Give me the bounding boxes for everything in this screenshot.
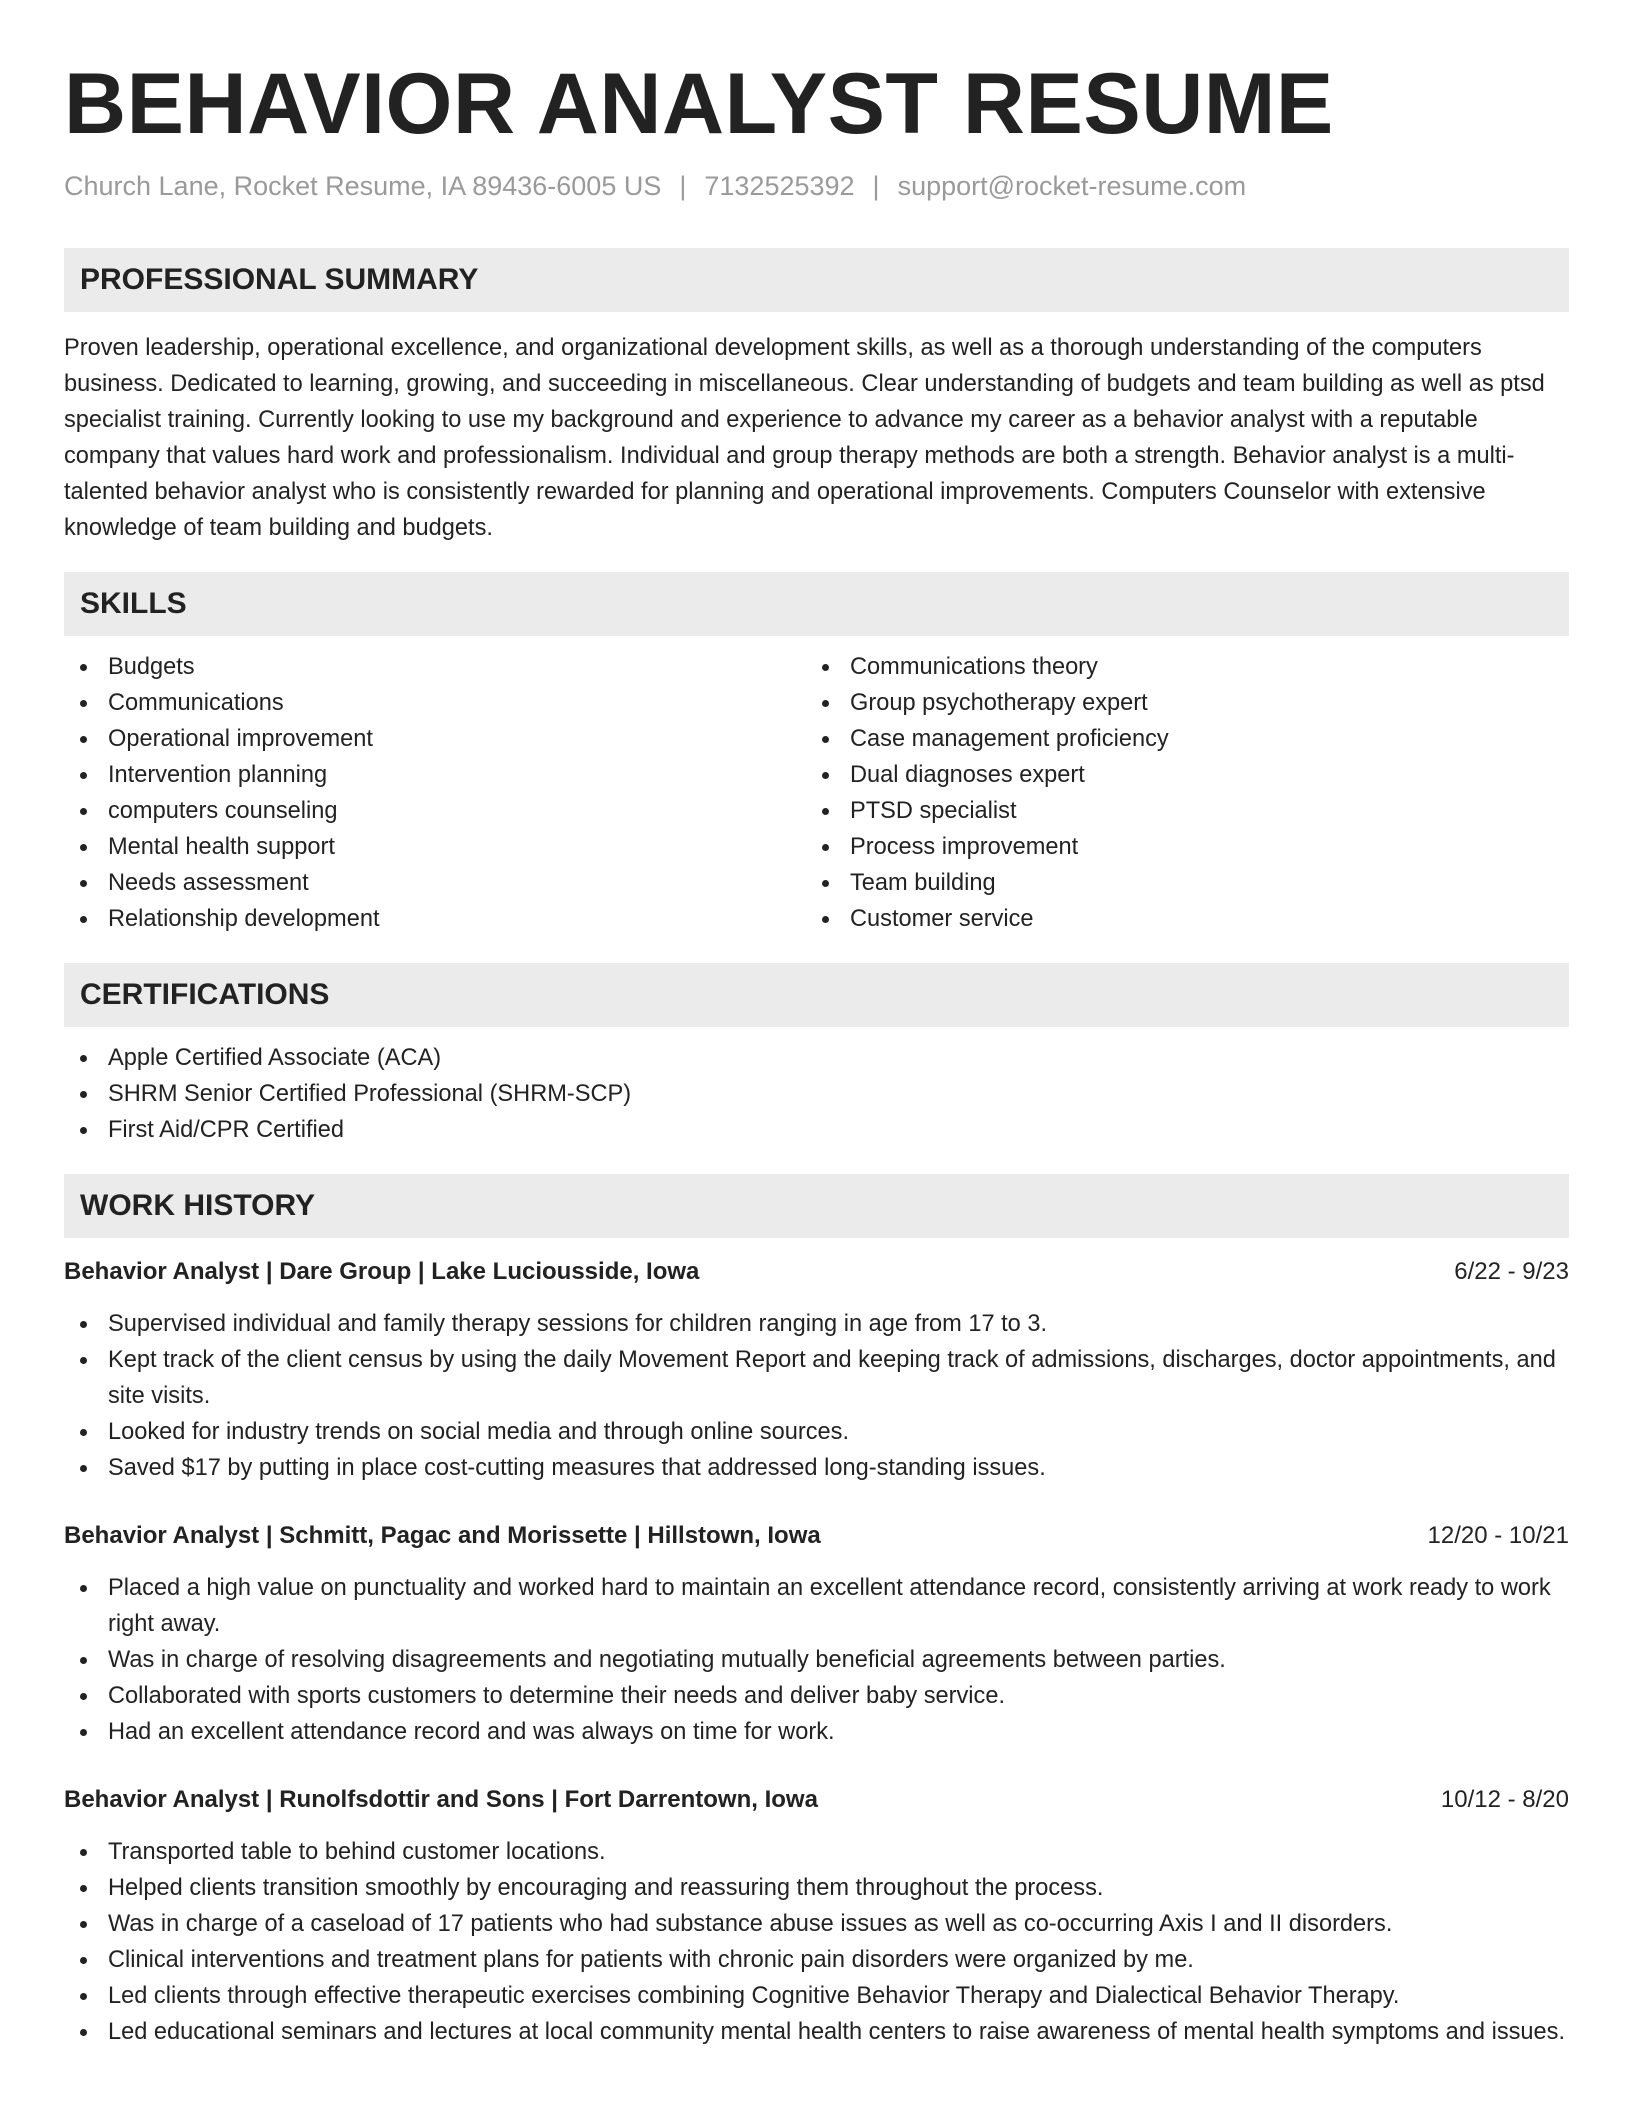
job-bullet: Clinical interventions and treatment plans for patients with chronic pain disorders were organized by me. bbox=[64, 1942, 1569, 1978]
skill-item: computers counseling bbox=[64, 793, 806, 829]
job-dates: 6/22 - 9/23 bbox=[1454, 1258, 1569, 1285]
skills-column-left bbox=[64, 649, 806, 937]
skill-item: Needs assessment bbox=[64, 865, 806, 901]
skill-item: Relationship development bbox=[64, 901, 806, 937]
job-header bbox=[64, 1254, 1569, 1290]
job-bullet: Looked for industry trends on social media and through online sources. bbox=[64, 1414, 1569, 1450]
skills-heading: SKILLS bbox=[64, 572, 1569, 636]
resume-page bbox=[64, 0, 1569, 2050]
skill-item: Team building bbox=[806, 865, 1548, 901]
job-bullet: Saved $17 by putting in place cost-cutting measures that addressed long-standing issues. bbox=[64, 1450, 1569, 1486]
contact-separator: | bbox=[872, 171, 880, 201]
job-bullets bbox=[64, 1306, 1569, 1486]
skills-column-right bbox=[806, 649, 1548, 937]
job-bullet: Supervised individual and family therapy sessions for children ranging in age from 17 to 3. bbox=[64, 1306, 1569, 1342]
job-bullet: Collaborated with sports customers to determine their needs and deliver baby service. bbox=[64, 1678, 1569, 1714]
job-bullet: Led clients through effective therapeutic exercises combining Cognitive Behavior Therapy and Dialectical Behavior Therapy. bbox=[64, 1978, 1569, 2014]
job-header bbox=[64, 1518, 1569, 1554]
job-title: Behavior Analyst | Schmitt, Pagac and Morissette | Hillstown, Iowa bbox=[64, 1522, 821, 1549]
skill-item: Mental health support bbox=[64, 829, 806, 865]
job-bullet: Was in charge of a caseload of 17 patients who had substance abuse issues as well as co-occurring Axis I and II disorders. bbox=[64, 1906, 1569, 1942]
skill-item: Process improvement bbox=[806, 829, 1548, 865]
skill-item: Case management proficiency bbox=[806, 721, 1548, 757]
skill-item: PTSD specialist bbox=[806, 793, 1548, 829]
job-bullets bbox=[64, 1834, 1569, 2050]
certification-item: First Aid/CPR Certified bbox=[64, 1112, 1569, 1148]
resume-title: BEHAVIOR ANALYST RESUME bbox=[64, 56, 1334, 152]
job-bullet: Helped clients transition smoothly by encouraging and reassuring them throughout the process. bbox=[64, 1870, 1569, 1906]
job-bullet: Was in charge of resolving disagreements and negotiating mutually beneficial agreements between parties. bbox=[64, 1642, 1569, 1678]
summary-heading: PROFESSIONAL SUMMARY bbox=[64, 248, 1569, 312]
contact-separator: | bbox=[679, 171, 687, 201]
job-bullet: Kept track of the client census by using the daily Movement Report and keeping track of admissions, discharges, doctor appointments, and site visits. bbox=[64, 1342, 1569, 1414]
skill-item: Budgets bbox=[64, 649, 806, 685]
job-bullet: Placed a high value on punctuality and worked hard to maintain an excellent attendance record, consistently arriving at work ready to work right away. bbox=[64, 1570, 1569, 1642]
job-bullet: Led educational seminars and lectures at local community mental health centers to raise awareness of mental health symptoms and issues. bbox=[64, 2014, 1569, 2050]
job-entry bbox=[64, 1782, 1569, 2050]
skill-item: Customer service bbox=[806, 901, 1548, 937]
skills-list bbox=[64, 649, 1569, 937]
skill-item: Communications bbox=[64, 685, 806, 721]
certification-item: Apple Certified Associate (ACA) bbox=[64, 1040, 1569, 1076]
skill-item: Operational improvement bbox=[64, 721, 806, 757]
contact-address: Church Lane, Rocket Resume, IA 89436-6005 US bbox=[64, 171, 662, 201]
job-dates: 12/20 - 10/21 bbox=[1427, 1522, 1569, 1549]
job-title: Behavior Analyst | Dare Group | Lake Luciousside, Iowa bbox=[64, 1258, 700, 1285]
job-entry bbox=[64, 1518, 1569, 1750]
job-bullets bbox=[64, 1570, 1569, 1750]
job-entry bbox=[64, 1254, 1569, 1486]
certifications-list bbox=[64, 1040, 1569, 1148]
skill-item: Group psychotherapy expert bbox=[806, 685, 1548, 721]
job-header bbox=[64, 1782, 1569, 1818]
summary-text: Proven leadership, operational excellence, and organizational development skills, as well as a thorough understanding of the computers business. Dedicated to learning, growing, and succeeding in miscellaneous. Clear understanding of budgets and team building as well as ptsd specialist training. Currently looking to use my background and experience to advance my career as a behavior analyst with a reputable company that values hard work and professionalism. Individual and group therapy methods are both a strength. Behavior analyst is a multi-talented behavior analyst who is consistently rewarded for planning and operational improvements. Computers Counselor with extensive knowledge of team building and budgets. bbox=[64, 335, 1545, 541]
skill-item: Dual diagnoses expert bbox=[806, 757, 1548, 793]
job-dates: 10/12 - 8/20 bbox=[1440, 1786, 1569, 1813]
work-history-heading: WORK HISTORY bbox=[64, 1174, 1569, 1238]
contact-phone: 7132525392 bbox=[704, 171, 855, 201]
job-bullet: Had an excellent attendance record and was always on time for work. bbox=[64, 1714, 1569, 1750]
contact-line bbox=[64, 168, 1569, 204]
certifications-heading: CERTIFICATIONS bbox=[64, 963, 1569, 1027]
contact-email: support@rocket-resume.com bbox=[897, 171, 1247, 201]
skill-item: Communications theory bbox=[806, 649, 1548, 685]
skill-item: Intervention planning bbox=[64, 757, 806, 793]
job-bullet: Transported table to behind customer locations. bbox=[64, 1834, 1569, 1870]
certification-item: SHRM Senior Certified Professional (SHRM-SCP) bbox=[64, 1076, 1569, 1112]
job-title: Behavior Analyst | Runolfsdottir and Sons | Fort Darrentown, Iowa bbox=[64, 1786, 818, 1813]
